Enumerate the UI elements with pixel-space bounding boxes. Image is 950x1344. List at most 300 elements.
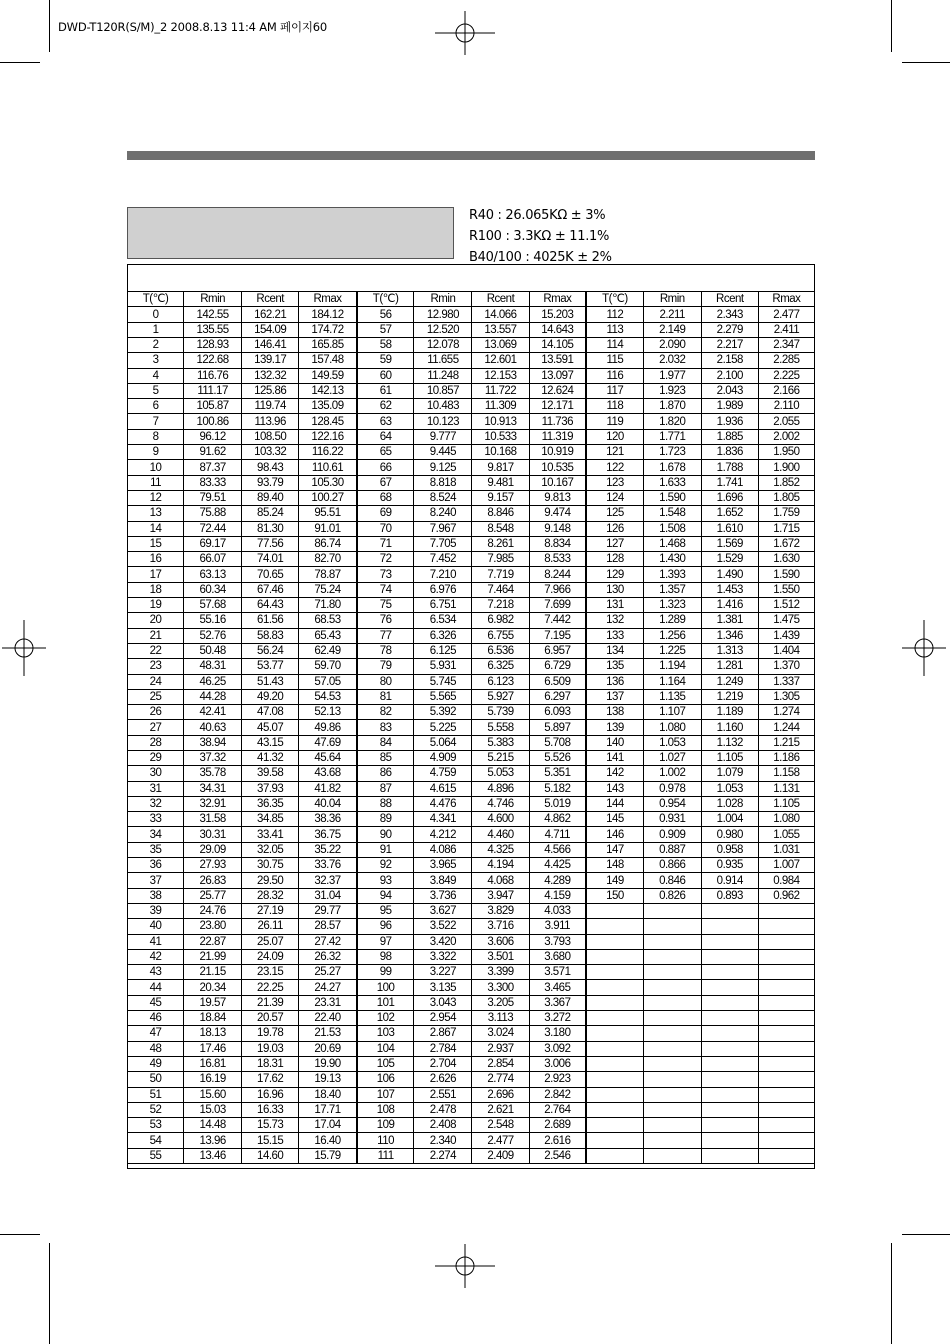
table-cell: 108: [357, 1102, 414, 1117]
table-cell: 3.367: [529, 995, 586, 1010]
table-cell: 1.836: [701, 445, 758, 460]
table-cell: [643, 1072, 701, 1087]
table-cell: 18.31: [242, 1056, 299, 1071]
table-cell: 13.46: [184, 1148, 242, 1163]
table-cell: 1.028: [701, 796, 758, 811]
table-row: [128, 536, 815, 551]
table-cell: 1.370: [758, 659, 814, 674]
table-cell: 95: [357, 903, 414, 918]
table-row: [128, 735, 815, 750]
table-row: [128, 475, 815, 490]
column-header: Rmax: [299, 292, 357, 307]
table-row: [128, 368, 815, 383]
table-cell: 3.849: [414, 873, 472, 888]
table-cell: 1.323: [643, 598, 701, 613]
table-cell: 13.557: [472, 322, 529, 337]
table-cell: 34.31: [184, 781, 242, 796]
table-cell: 5.383: [472, 735, 529, 750]
table-cell: 1.610: [701, 521, 758, 536]
table-cell: 2.279: [701, 322, 758, 337]
table-cell: 26.32: [299, 949, 357, 964]
table-cell: 27.42: [299, 934, 357, 949]
table-cell: 50: [128, 1072, 184, 1087]
table-cell: 9.777: [414, 429, 472, 444]
table-row: [128, 1118, 815, 1133]
column-header: Rmin: [414, 292, 472, 307]
table-cell: [586, 903, 643, 918]
table-cell: 14.643: [529, 322, 586, 337]
crop-mark-top-right-horizontal: [902, 62, 950, 63]
table-cell: 2.764: [529, 1102, 586, 1117]
table-cell: 2.478: [414, 1102, 472, 1117]
table-cell: 17: [128, 567, 184, 582]
table-row: [128, 399, 815, 414]
table-cell: 3.465: [529, 980, 586, 995]
crop-mark-bottom-right-vertical: [891, 1243, 892, 1344]
table-cell: [758, 1102, 814, 1117]
table-cell: 5.931: [414, 659, 472, 674]
table-row: [128, 1041, 815, 1056]
table-cell: [643, 1118, 701, 1133]
table-cell: 154.09: [242, 322, 299, 337]
table-cell: 26: [128, 705, 184, 720]
table-cell: [758, 1072, 814, 1087]
table-cell: 11: [128, 475, 184, 490]
table-cell: 3.829: [472, 903, 529, 918]
table-cell: 27.19: [242, 903, 299, 918]
table-cell: 15.03: [184, 1102, 242, 1117]
table-cell: 25: [128, 689, 184, 704]
table-cell: [758, 934, 814, 949]
table-cell: 1: [128, 322, 184, 337]
table-cell: 2.842: [529, 1087, 586, 1102]
table-cell: 85.24: [242, 506, 299, 521]
table-cell: [586, 949, 643, 964]
table-row: [128, 873, 815, 888]
table-cell: 0.980: [701, 827, 758, 842]
table-cell: 57: [357, 322, 414, 337]
table-cell: 4.460: [472, 827, 529, 842]
table-cell: 9.481: [472, 475, 529, 490]
table-cell: 7.985: [472, 552, 529, 567]
table-cell: [643, 965, 701, 980]
table-cell: 8.261: [472, 536, 529, 551]
table-cell: 3.522: [414, 919, 472, 934]
table-cell: 1.189: [701, 705, 758, 720]
table-cell: 10.857: [414, 383, 472, 398]
crop-mark-top-left-horizontal: [0, 62, 40, 63]
column-header: T(℃): [586, 292, 643, 307]
table-row: [128, 1133, 815, 1148]
table-cell: 128: [586, 552, 643, 567]
table-cell: 4.862: [529, 812, 586, 827]
table-cell: 73: [357, 567, 414, 582]
table-cell: 24.09: [242, 949, 299, 964]
table-cell: 2.408: [414, 1118, 472, 1133]
table-cell: 104: [357, 1041, 414, 1056]
table-cell: 102: [357, 1011, 414, 1026]
table-cell: 52.76: [184, 628, 242, 643]
table-cell: 14.066: [472, 307, 529, 322]
table-cell: [701, 1056, 758, 1071]
table-cell: 2.784: [414, 1041, 472, 1056]
table-cell: 21.99: [184, 949, 242, 964]
table-cell: 4.289: [529, 873, 586, 888]
table-cell: 2.411: [758, 322, 814, 337]
table-cell: 0.866: [643, 858, 701, 873]
resistance-table: [127, 291, 815, 1164]
table-cell: 121: [586, 445, 643, 460]
table-cell: 33.41: [242, 827, 299, 842]
table-cell: [643, 1102, 701, 1117]
table-cell: 2.409: [472, 1148, 529, 1163]
table-cell: 6.976: [414, 582, 472, 597]
table-cell: 1.678: [643, 460, 701, 475]
table-cell: 32.37: [299, 873, 357, 888]
table-cell: 36: [128, 858, 184, 873]
table-cell: 1.289: [643, 613, 701, 628]
table-cell: 1.337: [758, 674, 814, 689]
table-cell: 142: [586, 766, 643, 781]
column-header: Rcent: [472, 292, 529, 307]
table-row: [128, 613, 815, 628]
table-cell: 18.13: [184, 1026, 242, 1041]
table-cell: [701, 1041, 758, 1056]
table-cell: 129: [586, 567, 643, 582]
table-cell: 6.297: [529, 689, 586, 704]
table-cell: 97: [357, 934, 414, 949]
table-cell: 1.630: [758, 552, 814, 567]
table-cell: 1.672: [758, 536, 814, 551]
table-cell: 4.341: [414, 812, 472, 827]
column-header: Rcent: [701, 292, 758, 307]
table-cell: 52: [128, 1102, 184, 1117]
table-cell: 141: [586, 751, 643, 766]
table-cell: 136: [586, 674, 643, 689]
table-cell: 4.068: [472, 873, 529, 888]
table-cell: 77.56: [242, 536, 299, 551]
table-cell: [758, 949, 814, 964]
table-cell: 12.624: [529, 383, 586, 398]
table-cell: 2.551: [414, 1087, 472, 1102]
table-cell: 1.652: [701, 506, 758, 521]
table-cell: 34: [128, 827, 184, 842]
table-cell: 42: [128, 949, 184, 964]
table-cell: 43: [128, 965, 184, 980]
table-cell: 12.171: [529, 399, 586, 414]
table-cell: 14.105: [529, 337, 586, 352]
table-row: [128, 445, 815, 460]
table-cell: 10.913: [472, 414, 529, 429]
table-cell: 9: [128, 445, 184, 460]
crop-mark-bottom-left-vertical: [49, 1243, 50, 1344]
table-cell: 105.87: [184, 399, 242, 414]
table-row: [128, 628, 815, 643]
table-cell: 38.94: [184, 735, 242, 750]
table-cell: 8.524: [414, 490, 472, 505]
table-cell: 122.68: [184, 353, 242, 368]
table-cell: 1.885: [701, 429, 758, 444]
table-cell: 5.739: [472, 705, 529, 720]
table-cell: 6.729: [529, 659, 586, 674]
table-cell: 67: [357, 475, 414, 490]
table-cell: 37: [128, 873, 184, 888]
table-cell: 36.35: [242, 796, 299, 811]
table-cell: 2.854: [472, 1056, 529, 1071]
table-cell: 21: [128, 628, 184, 643]
table-cell: 135.55: [184, 322, 242, 337]
table-cell: 16: [128, 552, 184, 567]
table-cell: 0.935: [701, 858, 758, 873]
table-cell: 3.571: [529, 965, 586, 980]
table-cell: 44.28: [184, 689, 242, 704]
table-cell: 2.211: [643, 307, 701, 322]
table-cell: 19.90: [299, 1056, 357, 1071]
table-cell: 56: [357, 307, 414, 322]
table-cell: 3.043: [414, 995, 472, 1010]
table-cell: 2.110: [758, 399, 814, 414]
table-cell: 1.805: [758, 490, 814, 505]
table-cell: 1.346: [701, 628, 758, 643]
table-cell: 3.736: [414, 888, 472, 903]
table-row: [128, 353, 815, 368]
table-cell: 131: [586, 598, 643, 613]
table-cell: [758, 1011, 814, 1026]
table-cell: [758, 1041, 814, 1056]
table-cell: 28.32: [242, 888, 299, 903]
table-cell: 1.715: [758, 521, 814, 536]
print-header: DWD-T120R(S/M)_2 2008.8.13 11:4 AM 페이지60: [58, 20, 327, 34]
table-cell: 4.425: [529, 858, 586, 873]
table-cell: 135.09: [299, 399, 357, 414]
table-cell: 43.68: [299, 766, 357, 781]
table-cell: 20: [128, 613, 184, 628]
table-cell: 1.055: [758, 827, 814, 842]
table-cell: 92: [357, 858, 414, 873]
table-cell: 71: [357, 536, 414, 551]
table-cell: 110: [357, 1133, 414, 1148]
table-cell: 1.741: [701, 475, 758, 490]
table-cell: 0.909: [643, 827, 701, 842]
table-cell: 4.325: [472, 842, 529, 857]
table-cell: [643, 1056, 701, 1071]
table-cell: 6.536: [472, 643, 529, 658]
table-cell: 55: [128, 1148, 184, 1163]
table-cell: 1.219: [701, 689, 758, 704]
table-cell: 12.078: [414, 337, 472, 352]
table-cell: 3.716: [472, 919, 529, 934]
table-cell: 70: [357, 521, 414, 536]
column-header: Rcent: [242, 292, 299, 307]
table-cell: 81: [357, 689, 414, 704]
table-cell: 6.093: [529, 705, 586, 720]
table-cell: 3.947: [472, 888, 529, 903]
table-cell: 162.21: [242, 307, 299, 322]
table-cell: 3.092: [529, 1041, 586, 1056]
table-cell: 16.96: [242, 1087, 299, 1102]
table-cell: 23.15: [242, 965, 299, 980]
table-cell: 6.534: [414, 613, 472, 628]
table-row: [128, 705, 815, 720]
table-cell: 13.96: [184, 1133, 242, 1148]
table-cell: 1.416: [701, 598, 758, 613]
table-row: [128, 414, 815, 429]
table-cell: 60: [357, 368, 414, 383]
table-cell: [758, 1056, 814, 1071]
table-cell: 0.846: [643, 873, 701, 888]
table-cell: 1.215: [758, 735, 814, 750]
table-row: [128, 903, 815, 918]
table-cell: 113: [586, 322, 643, 337]
table-cell: [758, 980, 814, 995]
table-cell: [758, 1087, 814, 1102]
table-cell: 2.343: [701, 307, 758, 322]
table-cell: [643, 919, 701, 934]
table-cell: 5.225: [414, 720, 472, 735]
table-row: [128, 337, 815, 352]
table-cell: 3.627: [414, 903, 472, 918]
table-cell: 157.48: [299, 353, 357, 368]
table-cell: 7.719: [472, 567, 529, 582]
table-cell: 1.079: [701, 766, 758, 781]
table-cell: 1.548: [643, 506, 701, 521]
table-cell: 26.83: [184, 873, 242, 888]
table-cell: 1.468: [643, 536, 701, 551]
table-cell: 137: [586, 689, 643, 704]
table-cell: [701, 1118, 758, 1133]
table-cell: 39.58: [242, 766, 299, 781]
table-cell: 83.33: [184, 475, 242, 490]
table-cell: 9.148: [529, 521, 586, 536]
table-row: [128, 674, 815, 689]
table-cell: 184.12: [299, 307, 357, 322]
table-cell: 1.529: [701, 552, 758, 567]
table-cell: 2.149: [643, 322, 701, 337]
table-cell: 139.17: [242, 353, 299, 368]
table-cell: 6: [128, 399, 184, 414]
table-cell: 4.746: [472, 796, 529, 811]
table-cell: 4.159: [529, 888, 586, 903]
table-cell: 4: [128, 368, 184, 383]
table-cell: 1.512: [758, 598, 814, 613]
crop-mark-top-left-vertical: [49, 0, 50, 52]
table-cell: 6.326: [414, 628, 472, 643]
table-cell: 63.13: [184, 567, 242, 582]
registration-mark-top-icon: [435, 11, 495, 55]
table-cell: 5.215: [472, 751, 529, 766]
table-cell: 35.78: [184, 766, 242, 781]
table-cell: 32: [128, 796, 184, 811]
table-cell: 16.81: [184, 1056, 242, 1071]
table-cell: 99: [357, 965, 414, 980]
table-cell: 106: [357, 1072, 414, 1087]
table-cell: 2.704: [414, 1056, 472, 1071]
table-cell: 91.62: [184, 445, 242, 460]
table-cell: [586, 1056, 643, 1071]
table-row: [128, 919, 815, 934]
table-cell: 111.17: [184, 383, 242, 398]
table-cell: 96: [357, 919, 414, 934]
table-cell: 113.96: [242, 414, 299, 429]
table-cell: 1.004: [701, 812, 758, 827]
table-cell: 3.606: [472, 934, 529, 949]
table-cell: 142.55: [184, 307, 242, 322]
table-cell: 4.600: [472, 812, 529, 827]
table-row: [128, 751, 815, 766]
table-cell: 5.897: [529, 720, 586, 735]
table-cell: 79.51: [184, 490, 242, 505]
table-cell: 7.967: [414, 521, 472, 536]
table-cell: 124: [586, 490, 643, 505]
table-cell: 1.870: [643, 399, 701, 414]
table-cell: 4.615: [414, 781, 472, 796]
table-cell: 75: [357, 598, 414, 613]
table-cell: [701, 1011, 758, 1026]
table-cell: 82: [357, 705, 414, 720]
table-cell: 117: [586, 383, 643, 398]
table-cell: 2.616: [529, 1133, 586, 1148]
table-cell: 5.053: [472, 766, 529, 781]
table-cell: 90: [357, 827, 414, 842]
table-cell: 115: [586, 353, 643, 368]
table-row: [128, 812, 815, 827]
table-cell: 5.392: [414, 705, 472, 720]
table-row: [128, 1087, 815, 1102]
table-cell: 116.76: [184, 368, 242, 383]
table-cell: 4.212: [414, 827, 472, 842]
table-cell: 7.464: [472, 582, 529, 597]
table-row: [128, 521, 815, 536]
table-cell: 140: [586, 735, 643, 750]
table-cell: 2.689: [529, 1118, 586, 1133]
table-cell: 62.49: [299, 643, 357, 658]
table-cell: 75.24: [299, 582, 357, 597]
table-cell: 10.483: [414, 399, 472, 414]
table-cell: 93.79: [242, 475, 299, 490]
table-cell: 1.430: [643, 552, 701, 567]
table-cell: 1.977: [643, 368, 701, 383]
table-cell: 7.966: [529, 582, 586, 597]
table-cell: 2.546: [529, 1148, 586, 1163]
table-cell: 0.931: [643, 812, 701, 827]
table-cell: 86: [357, 766, 414, 781]
table-cell: 46.25: [184, 674, 242, 689]
table-cell: 1.105: [701, 751, 758, 766]
table-cell: 1.313: [701, 643, 758, 658]
table-cell: [643, 980, 701, 995]
table-cell: 91: [357, 842, 414, 857]
table-cell: 9.157: [472, 490, 529, 505]
table-cell: 2.923: [529, 1072, 586, 1087]
registration-mark-left-icon: [2, 620, 46, 676]
table-cell: 80: [357, 674, 414, 689]
table-cell: 57.68: [184, 598, 242, 613]
table-cell: 53.77: [242, 659, 299, 674]
column-header: Rmin: [184, 292, 242, 307]
table-cell: 10.167: [529, 475, 586, 490]
table-cell: 75.88: [184, 506, 242, 521]
table-cell: 1.080: [758, 812, 814, 827]
table-cell: 30: [128, 766, 184, 781]
table-cell: 23.80: [184, 919, 242, 934]
table-cell: 3.300: [472, 980, 529, 995]
table-cell: 11.248: [414, 368, 472, 383]
table-cell: 58.83: [242, 628, 299, 643]
table-cell: 108.50: [242, 429, 299, 444]
table-cell: 31.58: [184, 812, 242, 827]
table-cell: 1.256: [643, 628, 701, 643]
table-cell: 45.07: [242, 720, 299, 735]
